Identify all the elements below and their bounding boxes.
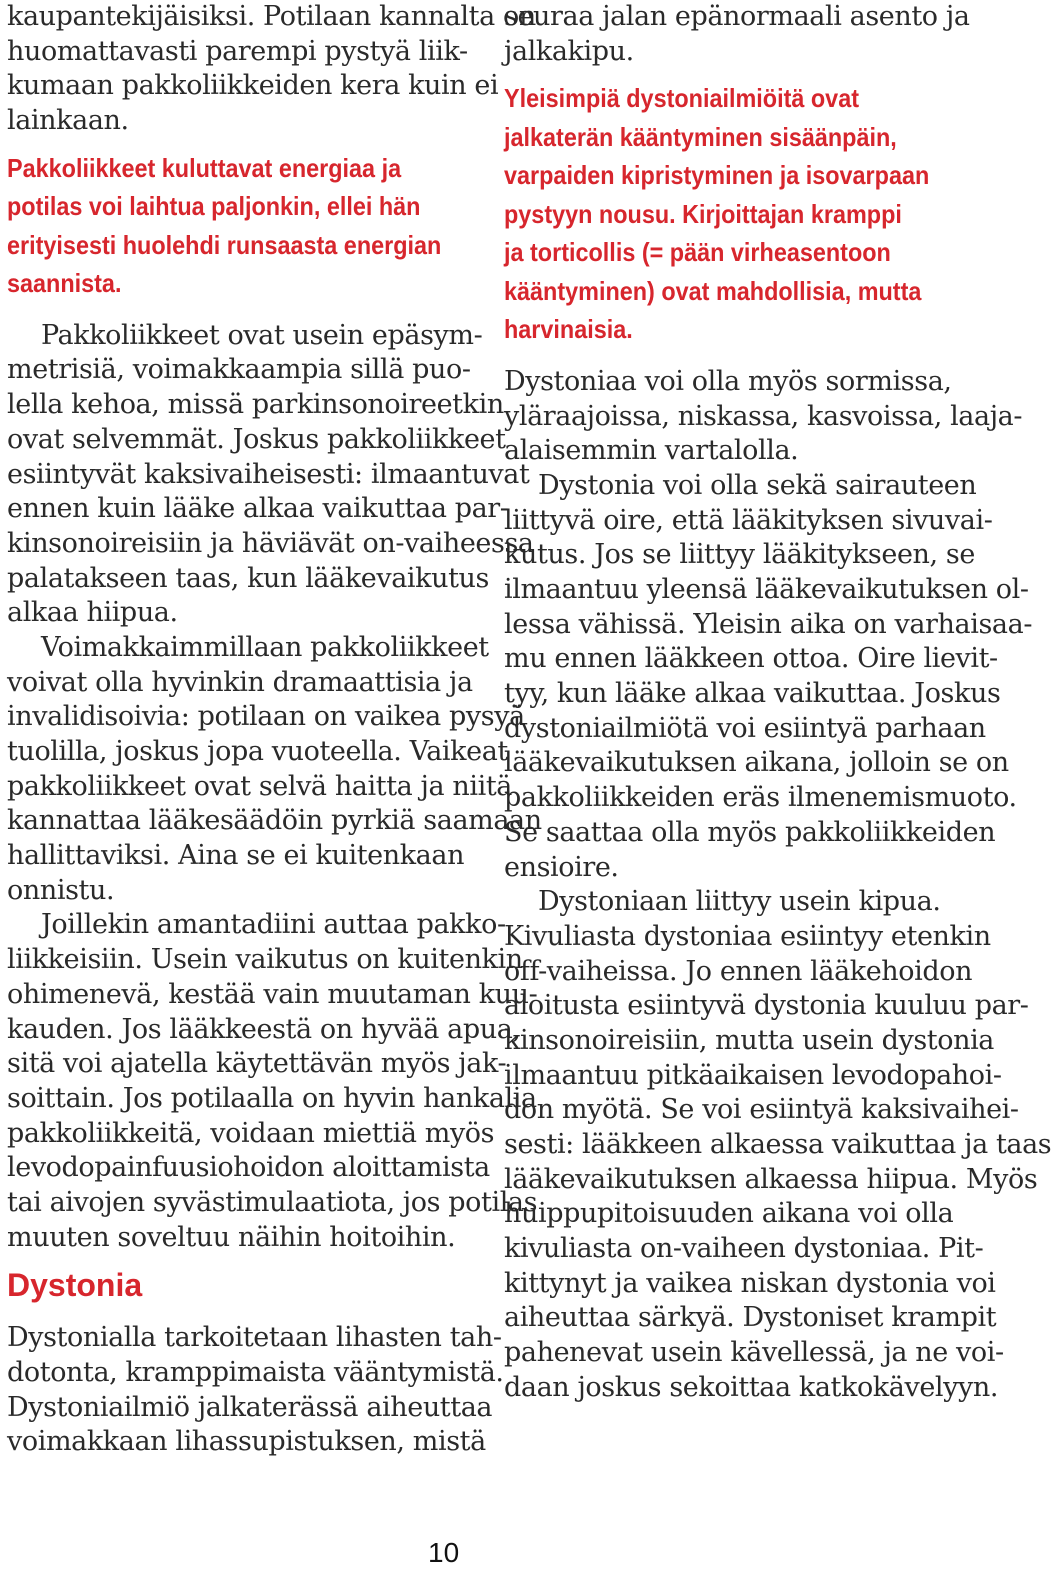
text-line: pakkoliikkeiden eräs ilmenemismuoto. bbox=[504, 782, 1017, 814]
text-line: pakkoliikkeet ovat selvä haitta ja niitä bbox=[7, 770, 512, 802]
text-line: kaupantekijäisiksi. Potilaan kannalta on bbox=[7, 1, 536, 32]
text-line: Kivuliasta dystoniaa esiintyy etenkin bbox=[504, 920, 991, 952]
text-line: Joillekin amantadiini auttaa pakko- bbox=[41, 909, 506, 941]
text-line: metrisiä, voimakkaampia sillä puo- bbox=[7, 354, 471, 386]
text-line: muuten soveltuu näihin hoitoihin. bbox=[7, 1221, 456, 1253]
text-line: esiintyvät kaksivaiheisesti: ilmaantuvat bbox=[7, 458, 530, 490]
section-heading: Dystonia bbox=[7, 1267, 143, 1304]
text-line: levodopainfuusiohoidon aloittamista bbox=[7, 1152, 490, 1184]
text-line: sesti: lääkkeen alkaessa vaikuttaa ja taas bbox=[504, 1129, 1051, 1160]
text-line: Pakkoliikkeet ovat usein epäsym- bbox=[41, 319, 483, 351]
text-line: huomattavasti parempi pystyä liik- bbox=[7, 35, 468, 67]
text-line: Voimakkaimmillaan pakkoliikkeet bbox=[41, 631, 489, 663]
paragraph bbox=[7, 1321, 504, 1460]
text-line: ennen kuin lääke alkaa vaikuttaa par- bbox=[7, 493, 509, 525]
text-line: lessa vähissä. Yleisin aika on varhaisaa- bbox=[504, 608, 1033, 640]
text-line: lääkevaikutuksen alkaessa hiipua. Myös bbox=[504, 1163, 1038, 1195]
text-line: off-vaiheissa. Jo ennen lääkehoidon bbox=[504, 955, 973, 987]
text-line: kumaan pakkoliikkeiden kera kuin ei bbox=[7, 70, 499, 102]
text-line: Dystoniaa voi olla myös sormissa, bbox=[504, 365, 952, 397]
text-line: invalidisoivia: potilaan on vaikea pysyä bbox=[7, 701, 525, 733]
text-line: hallittaviksi. Aina se ei kuitenkaan bbox=[7, 840, 465, 872]
text-line: liittyvä oire, että lääkityksen sivuvai- bbox=[504, 504, 993, 536]
highlight-line: kääntyminen) ovat mahdollisia, mutta bbox=[504, 275, 922, 306]
text-line: soittain. Jos potilaalla on hyvin hankalia bbox=[7, 1082, 537, 1114]
text-line: ohimenevä, kestää vain muutaman kuu- bbox=[7, 978, 538, 1010]
text-line: Dystonialla tarkoitetaan lihasten tah- bbox=[7, 1322, 502, 1354]
paragraph bbox=[7, 319, 534, 631]
text-line: kannattaa lääkesäädöin pyrkiä saamaan bbox=[7, 805, 542, 837]
paragraph bbox=[504, 0, 970, 69]
right-column bbox=[504, 0, 1051, 1406]
text-line: tai aivojen syvästimulaatiota, jos potilas bbox=[7, 1186, 538, 1218]
text-line: ensioire. bbox=[504, 851, 619, 883]
text-line: kutus. Jos se liittyy lääkitykseen, se bbox=[504, 539, 975, 571]
text-line: lääkevaikutuksen aikana, jolloin se on bbox=[504, 747, 1009, 779]
text-line: lainkaan. bbox=[7, 105, 129, 137]
text-line: yläraajoissa, niskassa, kasvoissa, laaja- bbox=[504, 400, 1023, 432]
text-line: lella kehoa, missä parkinsonoireetkin bbox=[7, 389, 504, 421]
text-line: aloitusta esiintyvä dystonia kuuluu par- bbox=[504, 990, 1029, 1022]
paragraph bbox=[7, 631, 542, 909]
text-line: pahenevat usein kävellessä, ja ne voi- bbox=[504, 1337, 1004, 1369]
text-line: Se saattaa olla myös pakkoliikkeiden bbox=[504, 816, 996, 848]
text-line: huippupitoisuuden aikana voi olla bbox=[504, 1198, 954, 1230]
page-number: 10 bbox=[428, 1537, 460, 1568]
paragraph bbox=[504, 365, 1023, 469]
paragraph bbox=[504, 885, 1051, 1405]
text-line: kivuliasta on-vaiheen dystoniaa. Pit- bbox=[504, 1233, 984, 1265]
text-line: voimakkaan lihassupistuksen, mistä bbox=[7, 1426, 486, 1458]
text-line: sitä voi ajatella käytettävän myös jak- bbox=[7, 1048, 507, 1080]
text-line: mu ennen lääkkeen ottoa. Oire lievit- bbox=[504, 643, 998, 675]
text-line: tyy, kun lääke alkaa vaikuttaa. Joskus bbox=[504, 678, 1001, 710]
highlight-line: Pakkoliikkeet kuluttavat energiaa ja bbox=[7, 152, 402, 183]
text-line: ilmaantuu yleensä lääkevaikutuksen ol- bbox=[504, 574, 1029, 605]
text-line: alkaa hiipua. bbox=[7, 597, 178, 629]
text-line: liikkeisiin. Usein vaikutus on kuitenkin bbox=[7, 944, 523, 976]
text-line: ovat selvemmät. Joskus pakkoliikkeet bbox=[7, 423, 506, 455]
text-line: dotonta, kramppimaista vääntymistä. bbox=[7, 1357, 504, 1388]
text-line: kauden. Jos lääkkeestä on hyvää apua, bbox=[7, 1013, 521, 1045]
text-line: kinsonoireisiin, mutta usein dystonia bbox=[504, 1024, 995, 1056]
text-line: alaisemmin vartalolla. bbox=[504, 435, 799, 467]
text-line: Dystoniailmiö jalkaterässä aiheuttaa bbox=[7, 1391, 493, 1423]
highlight-line: Yleisimpiä dystoniailmiöitä ovat bbox=[504, 83, 860, 114]
highlight-line: potilas voi laihtua paljonkin, ellei hän bbox=[7, 191, 421, 222]
highlight-line: jalkaterän kääntyminen sisäänpäin, bbox=[504, 121, 897, 152]
text-line: don myötä. Se voi esiintyä kaksivaihei- bbox=[504, 1094, 1019, 1126]
highlight-line: pystyyn nousu. Kirjoittajan kramppi bbox=[504, 198, 902, 229]
highlight-line: ja torticollis (= pään virheasentoon bbox=[504, 237, 891, 268]
text-line: jalkakipu. bbox=[504, 35, 634, 67]
text-line: dystoniailmiötä voi esiintyä parhaan bbox=[504, 712, 986, 744]
text-line: palatakseen taas, kun lääkevaikutus bbox=[7, 562, 489, 594]
highlight-line: varpaiden kipristyminen ja isovarpaan bbox=[504, 160, 930, 191]
text-line: kinsonoireisiin ja häviävät on-vaiheessa bbox=[7, 527, 534, 559]
left-column bbox=[7, 0, 542, 1460]
text-line: daan joskus sekoittaa katkokävelyyn. bbox=[504, 1371, 999, 1403]
highlight-line: harvinaisia. bbox=[504, 314, 633, 345]
text-line: aiheuttaa särkyä. Dystoniset krampit bbox=[504, 1302, 997, 1334]
text-line: Dystonia voi olla sekä sairauteen bbox=[538, 469, 977, 501]
text-line: Dystoniaan liittyy usein kipua. bbox=[538, 886, 941, 918]
highlight-line: erityisesti huolehdi runsaasta energian bbox=[7, 229, 442, 260]
highlight-text bbox=[7, 149, 469, 303]
paragraph bbox=[7, 908, 538, 1255]
paragraph bbox=[504, 469, 1033, 885]
text-line: tuolilla, joskus jopa vuoteella. Vaikeat bbox=[7, 736, 508, 767]
text-line: voivat olla hyvinkin dramaattisia ja bbox=[7, 666, 473, 698]
text-line: ilmaantuu pitkäaikaisen levodopahoi- bbox=[504, 1059, 1002, 1091]
text-line: pakkoliikkeitä, voidaan miettiä myös bbox=[7, 1117, 495, 1149]
paragraph bbox=[7, 0, 536, 139]
highlight-line: saannista. bbox=[7, 268, 122, 299]
text-line: onnistu. bbox=[7, 874, 115, 906]
text-line: seuraa jalan epänormaali asento ja bbox=[504, 1, 970, 32]
text-line: kittynyt ja vaikea niskan dystonia voi bbox=[504, 1267, 996, 1299]
highlight-text bbox=[504, 79, 956, 349]
